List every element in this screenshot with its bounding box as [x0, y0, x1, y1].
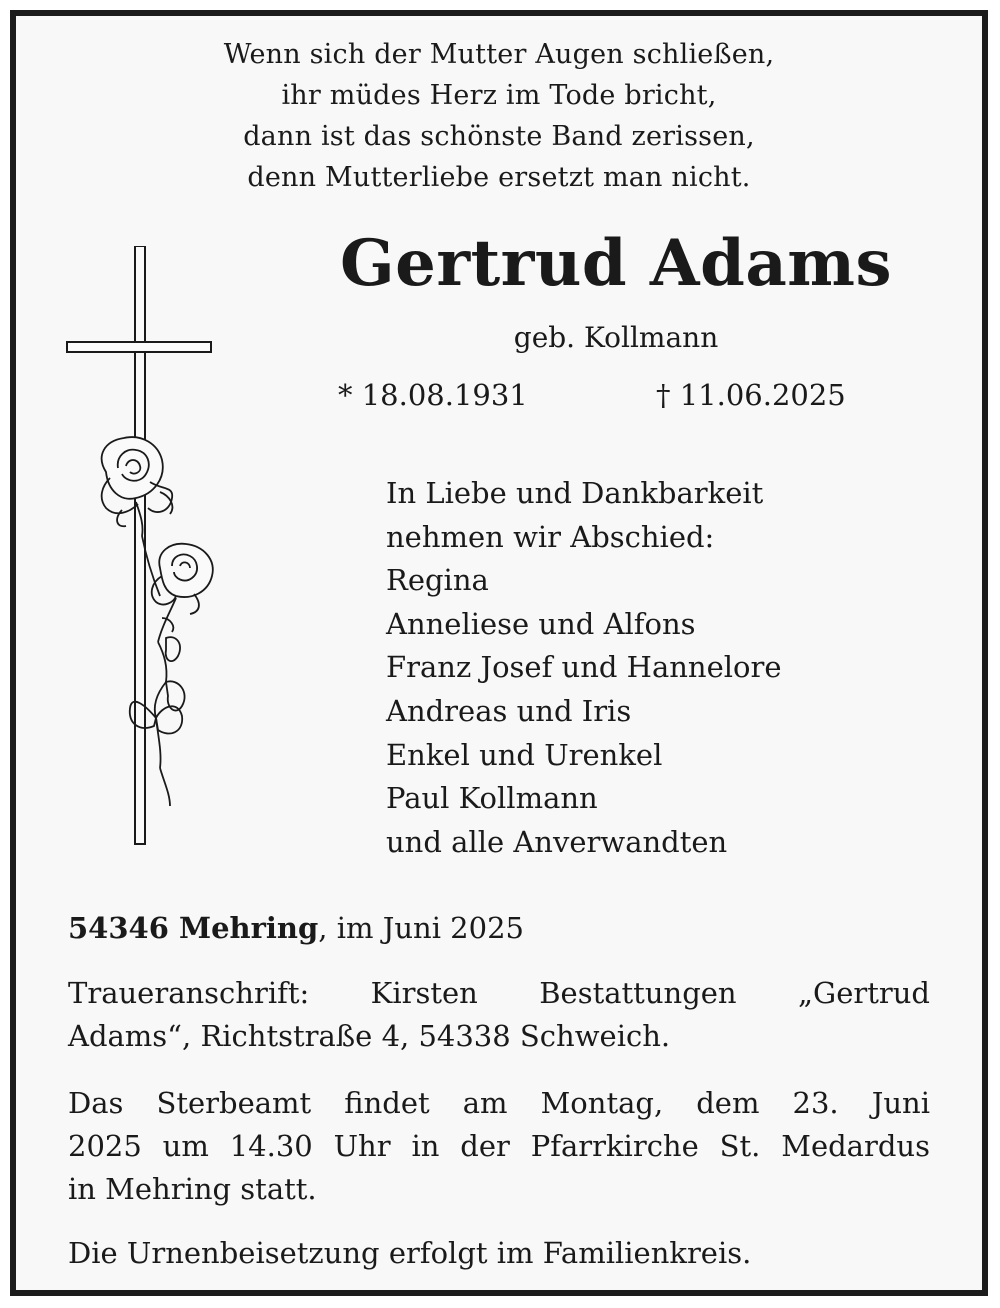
deceased-name: Gertrud Adams: [339, 226, 893, 301]
mourners-line: In Liebe und Dankbarkeit: [386, 476, 764, 510]
poem-line: Wenn sich der Mutter Augen schließen,: [223, 39, 775, 70]
place-location: 54346 Mehring: [68, 911, 319, 945]
cross-with-roses-icon: [66, 246, 226, 856]
word: der: [460, 1129, 510, 1163]
service-line-3: in Mehring statt.: [68, 1172, 317, 1206]
word: Traueranschrift:: [68, 976, 310, 1010]
mourner-name: Andreas und Iris: [386, 693, 632, 728]
death-date: † 11.06.2025: [656, 378, 846, 412]
word: dem: [696, 1086, 760, 1120]
word: Sterbeamt: [156, 1086, 312, 1120]
address-line-2: Adams“, Richtstraße 4, 54338 Schweich.: [68, 1019, 671, 1053]
service-line-2: [68, 1125, 930, 1168]
mourner-name: Franz Josef und Hannelore: [386, 650, 782, 685]
word: „Gertrud: [798, 976, 930, 1010]
word: Medardus: [781, 1129, 930, 1163]
word: 2025: [68, 1129, 142, 1163]
mourner-name: Anneliese und Alfons: [386, 606, 696, 641]
obituary-frame: [10, 10, 988, 1296]
service-line-1: [68, 1082, 930, 1125]
maiden-name: geb. Kollmann: [513, 321, 719, 354]
mourner-name: Enkel und Urenkel: [386, 737, 663, 772]
mourners-list: [386, 472, 782, 864]
word: 23.: [792, 1086, 839, 1120]
poem-line: ihr müdes Herz im Tode bricht,: [281, 80, 717, 111]
word: findet: [344, 1086, 430, 1120]
mourner-name: und alle Anverwandten: [386, 824, 728, 859]
word: in: [411, 1129, 440, 1163]
word: am: [462, 1086, 508, 1120]
mourner-name: Paul Kollmann: [386, 781, 598, 816]
word: Das: [68, 1086, 124, 1120]
poem: [16, 34, 982, 198]
word: Montag,: [540, 1086, 664, 1120]
word: Kirsten: [370, 976, 478, 1010]
word: Juni: [871, 1086, 930, 1120]
poem-line: dann ist das schönste Band zerissen,: [243, 121, 755, 152]
burial-line: Die Urnenbeisetzung erfolgt im Familienkreis.: [68, 1236, 752, 1270]
word: Bestattungen: [539, 976, 737, 1010]
place-and-date: [68, 906, 524, 950]
mourning-address: [68, 972, 930, 1058]
burial-info: [68, 1232, 930, 1275]
mourners-line: nehmen wir Abschied:: [386, 519, 715, 554]
word: Uhr: [333, 1129, 391, 1163]
word: St.: [719, 1129, 761, 1163]
word: um: [162, 1129, 209, 1163]
address-line-1: [68, 972, 930, 1015]
word: Pfarrkirche: [530, 1129, 699, 1163]
poem-line: denn Mutterliebe ersetzt man nicht.: [247, 162, 751, 193]
birth-date: * 18.08.1931: [338, 378, 528, 412]
place-date: , im Juni 2025: [318, 911, 524, 945]
mourner-name: Regina: [386, 563, 489, 598]
service-info: [68, 1082, 930, 1211]
word: 14.30: [229, 1129, 313, 1163]
